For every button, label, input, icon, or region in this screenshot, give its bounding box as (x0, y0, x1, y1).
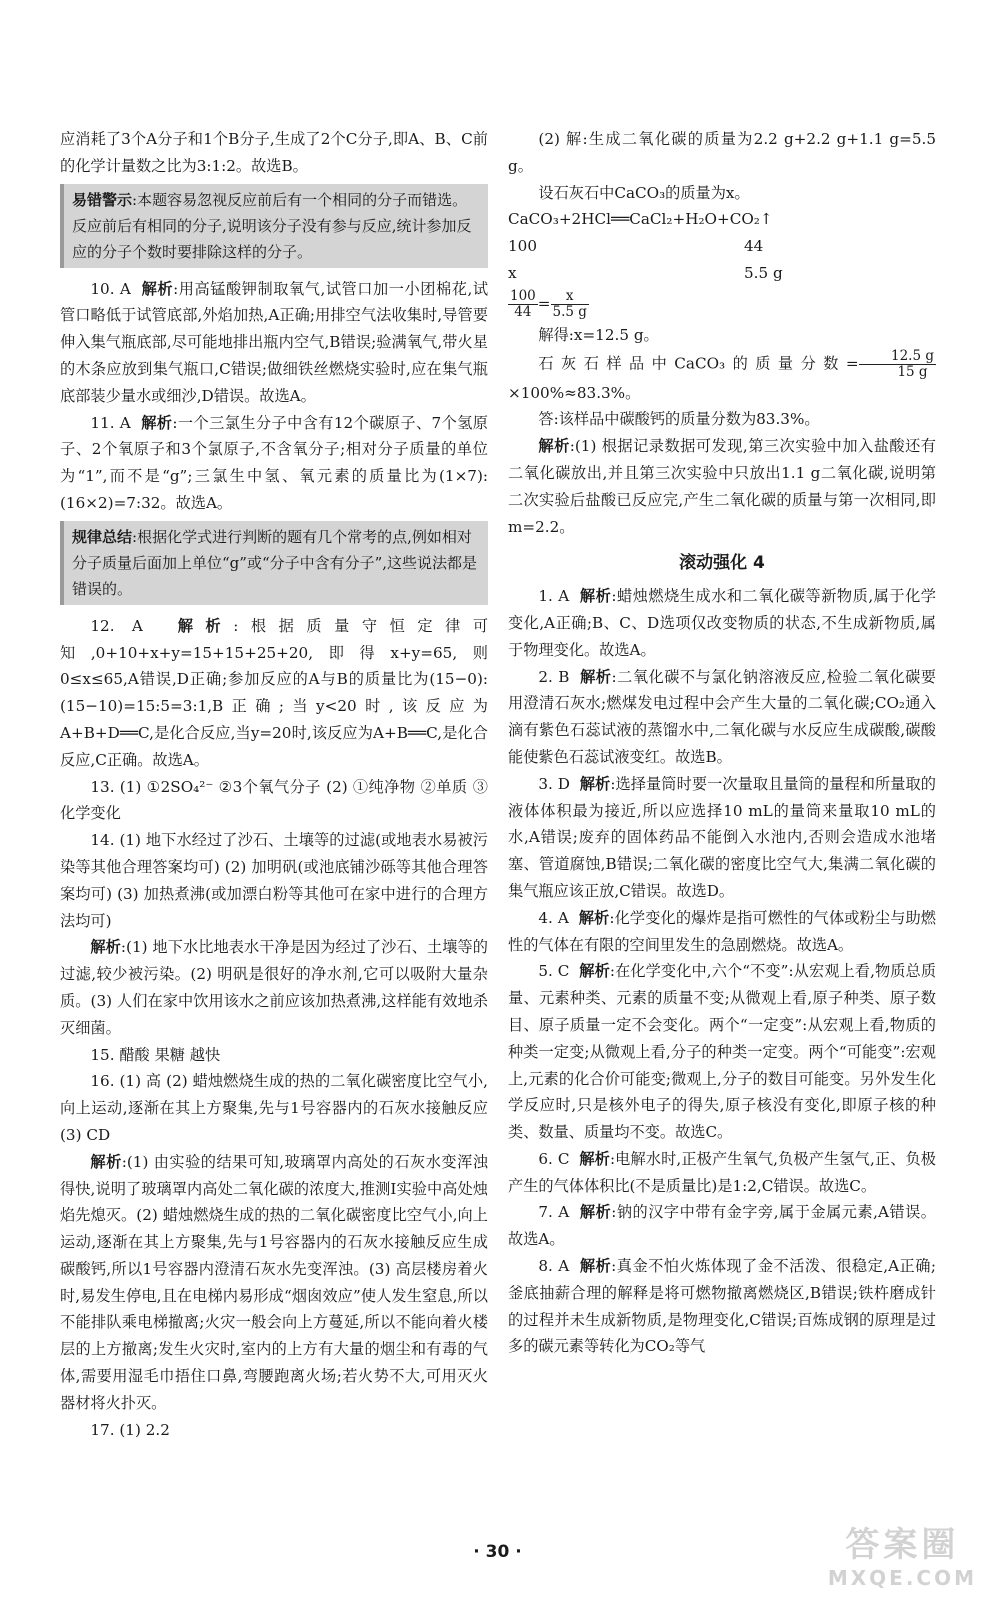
tip-box-error-warning (60, 184, 488, 268)
paragraph: 解得:x=12.5 g。 (538, 325, 659, 344)
watermark-logo: 答案圈 MXQE.COM (827, 1525, 977, 1590)
answer-s1: 1. A 解析:蜡烛燃烧生成水和二氧化碳等新物质,属于化学变化,A正确;B、C、D选项仅改变物质的状态,不生成新物质,属于物理变化。故选A。 (508, 587, 936, 659)
tip-box-rule-summary (60, 521, 488, 605)
answer-s4: 4. A 解析:化学变化的爆炸是指可燃性的气体或粉尘与助燃性的气体在有限的空间里发生的急剧燃烧。故选A。 (508, 908, 936, 954)
answer-10: 10. A 解析:用高锰酸钾制取氧气,试管口加一小团棉花,试管口略低于试管底部,外焰加热,A正确;用排空气法收集时,导管要伸入集气瓶底部,尽可能地排出瓶内空气,B错误;验满氧气,带火星的木条应放到集气瓶口,C错误;做细铁丝燃烧实验时,应在集气瓶底部装少量水或细沙,D错误。故选A。 (60, 279, 489, 405)
answer-16: 16. (1) 高 (2) 蜡烛燃烧生成的热的二氧化碳密度比空气小,向上运动,逐渐在其上方聚集,先与1号容器内的石灰水接触反应 (3) CD (60, 1072, 488, 1144)
paragraph: 应消耗了3个A分子和1个B分子,生成了2个C分子,即A、B、C前的化学计量数之比为3:1:2。故选B。 (60, 130, 488, 175)
page-number: · 30 · (473, 1542, 522, 1562)
paragraph: (2) 解:生成二氧化碳的质量为2.2 g+2.2 g+1.1 g=5.5 g。 (508, 130, 936, 175)
section-title: 滚动强化 4 (679, 553, 765, 574)
answer-15: 15. 醋酸 果糖 越快 (90, 1045, 221, 1064)
answer-12: 12. A 解析:根据质量守恒定律可知,0+10+x+y=15+15+25+20,即得x+y=65,则0≤x≤65,A错误,D正确;参加反应的A与B的质量比为(15−0):(15−10)=15:5=3:1,B正确;当y<20时,该反应为A+B+D══C,是化合反应,当y=20时,该反应为A+B══C,是化合反应,C正确。故选A。 (60, 616, 489, 769)
paragraph: 答:该样品中碳酸钙的质量分数为83.3%。 (538, 410, 820, 429)
answer-s2: 2. B 解析:二氧化碳不与氯化钠溶液反应,检验二氧化碳要用澄清石灰水;燃煤发电过程中会产生大量的二氧化碳;CO₂通入滴有紫色石蕊试液的蒸馏水中,二氧化碳与水反应生成碳酸,碳酸能使紫色石蕊试液变红。故选B。 (508, 667, 936, 766)
tip-label: 易错警示 (72, 190, 133, 209)
answer-s3: 3. D 解析:选择量筒时要一次量取且量筒的量程和所量取的液体体积最为接近,所以应选择10 mL的量筒来量取10 mL的水,A错误;废弃的固体药品不能倒入水池内,否则会造成水池堵塞、管道腐蚀,B错误;二氧化碳的密度比空气大,集满二氧化碳的集气瓶应该正放,C错误。故选D。 (508, 774, 936, 900)
mass-row: 100 44 (508, 237, 764, 256)
right-column (508, 126, 936, 1360)
chemical-equation: CaCO₃+2HCl══CaCl₂+H₂O+CO₂↑ (508, 210, 773, 229)
analysis-17: 解析:(1) 根据记录数据可发现,第三次实验中加入盐酸还有二氧化碳放出,并且第三次实验中只放出1.1 g二氧化碳,说明第二次实验后盐酸已反应完,产生二氧化碳的质量与第一次相同,即m=2.2。 (508, 437, 936, 536)
tip-label: 规律总结 (72, 527, 133, 546)
answer-17: 17. (1) 2.2 (90, 1420, 170, 1439)
proportion: $\frac{100}{44}$ = $\frac{x}{5.5 g}$ (510, 287, 587, 320)
answer-s7: 7. A 解析:钠的汉字中带有金字旁,属于金属元素,A错误。故选A。 (508, 1203, 936, 1249)
analysis-16: 解析:(1) 由实验的结果可知,玻璃罩内高处的石灰水变浑浊得快,说明了玻璃罩内高处二氧化碳的浓度大,推测Ⅰ实验中高处烛焰先熄灭。(2) 蜡烛燃烧生成的热的二氧化碳密度比空气小,向上运动,逐渐在其上方聚集,先与1号容器内的石灰水接触反应生成碳酸钙,所以1号容器内澄清石灰水先变浑浊。(3) 高层楼房着火时,易发生停电,且在电梯内易形成“烟囱效应”使人发生窒息,所以不能排队乘电梯撤离;火灾一般会向上方蔓延,所以不能向着火楼层的上方撤离;发生火灾时,室内的上方有大量的烟尘和有毒的气体,需要用湿毛巾捂住口鼻,弯腰跑离火场;若火势不大,可用灭火器材将火扑灭。 (60, 1152, 488, 1412)
answer-s5: 5. C 解析:在化学变化中,六个“不变”:从宏观上看,物质总质量、元素种类、元素的质量不变;从微观上看,原子种类、原子数目、原子质量一定不会变化。两个“一定变”:从宏观上看,物质的种类一定变;从微观上看,分子的种类一定变。两个“可能变”:宏观上,元素的化合价可能变;微观上,分子的数目可能变。另外发生化学反应时,只是核外电子的得失,原子核没有变化,即原子核的种类、数量、质量均不变。故选C。 (508, 962, 937, 1142)
tip-text: :本题容易忽视反应前后有一个相同的分子而错选。反应前后有相同的分子,说明该分子没有参与反应,统计参加反应的分子个数时要排除这样的分子。 (72, 190, 472, 261)
paragraph: 设石灰石中CaCO₃的质量为x。 (538, 183, 750, 202)
answer-11: 11. A 解析:一个三氯生分子中含有12个碳原子、7个氢原子、2个氧原子和3个氯原子,不含氧分子;相对分子质量的单位为“1”,而不是“g”;三氯生中氢、氧元素的质量比为(1×7):(16×2)=7:32。故选A。 (60, 413, 488, 512)
left-column (60, 126, 488, 1443)
answer-s8: 8. A 解析:真金不怕火炼体现了金不活泼、很稳定,A正确;釜底抽薪合理的解释是将可燃物撤离燃烧区,B错误;铁杵磨成针的过程并未生成新物质,是物理变化,C错误;百炼成钢的原理是过多的碳元素等转化为CO₂等气 (508, 1257, 937, 1356)
answer-13: 13. (1) ①2SO₄²⁻ ②3个氧气分子 (2) ①纯净物 ②单质 ③化学变化 (60, 777, 488, 823)
analysis-14: 解析:(1) 地下水比地表水干净是因为经过了沙石、土壤等的过滤,较少被污染。(2) 明矾是很好的净水剂,它可以吸附大量杂质。(3) 人们在家中饮用该水之前应该加热煮沸,这样能有效地杀灭细菌。 (60, 938, 488, 1037)
mass-fraction: 石灰石样品中CaCO₃的质量分数= $\frac{12.5 g}{15 g}$ ×100%≈83.3%。 (508, 347, 934, 402)
answer-14: 14. (1) 地下水经过了沙石、土壤等的过滤(或地表水易被污染等其他合理答案均可) (2) 加明矾(或池底铺沙砾等其他合理答案均可) (3) 加热煮沸(或加漂白粉等其他可在家中进行的合理方法均可) (60, 831, 488, 930)
answer-s6: 6. C 解析:电解水时,正极产生氧气,负极产生氢气,正、负极产生的气体体积比(不是质量比)是1:2,C错误。故选C。 (508, 1149, 936, 1195)
tip-text: :根据化学式进行判断的题有几个常考的点,例如相对分子质量后面加上单位“g”或“分子中含有分子”,这些说法都是错误的。 (72, 527, 478, 598)
mass-row: x 5.5 g (508, 263, 783, 282)
